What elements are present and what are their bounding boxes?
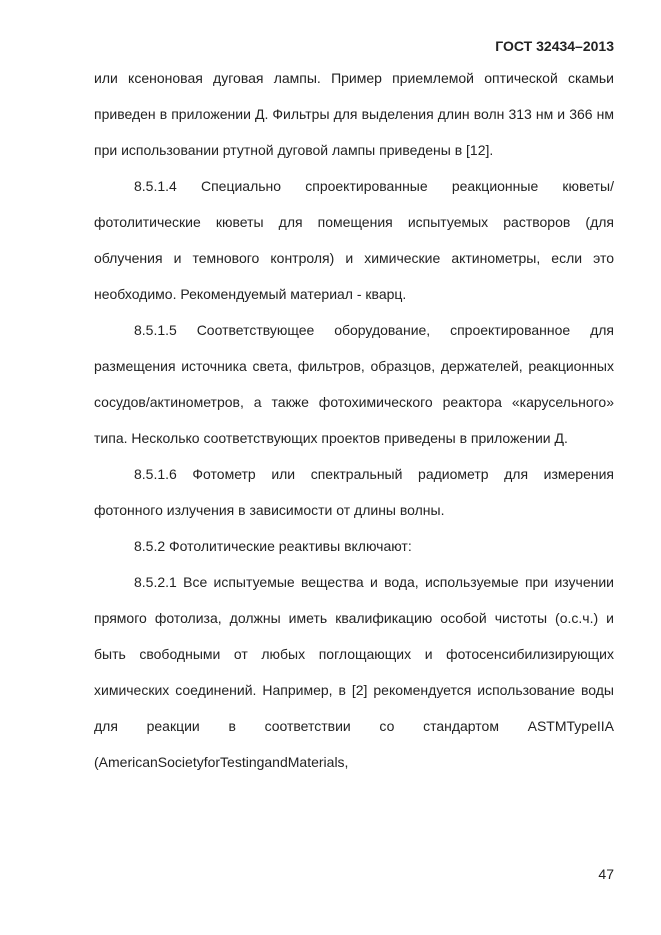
paragraph-8-5-1-4: 8.5.1.4 Специально спроектированные реакционные кюветы/ фотолитические кюветы для помещения испытуемых растворов (для облучения и темнового контроля) и химические актинометры, если это необходимо. Рекомендуемый материал - кварц. [94,178,614,302]
page-content [94,60,614,780]
paragraph-8-5-1-5: 8.5.1.5 Соответствующее оборудование, спроектированное для размещения источника света, фильтров, образцов, держателей, реакционных сосудов/актинометров, а также фотохимического реактора «карусельного» типа. Несколько соответствующих проектов приведены в приложении Д. [94,322,614,446]
page-number: 47 [598,866,614,882]
paragraph-8-5-2: 8.5.2 Фотолитические реактивы включают: [134,538,412,554]
paragraph-8-5-2-1: 8.5.2.1 Все испытуемые вещества и вода, используемые при изучении прямого фотолиза, должны иметь квалификацию особой чистоты (о.с.ч.) и быть свободными от любых поглощающих и фотосенсибилизирующих химических соединений. Например, в [2] рекомендуется использование воды для реакции в соответствии со стандартом ASTMTypeIIA (AmericanSocietyforTestingandMaterials, [94,574,614,770]
paragraph-8-5-1-6: 8.5.1.6 Фотометр или спектральный радиометр для измерения фотонного излучения в зависимости от длины волны. [94,466,614,518]
document-header: ГОСТ 32434–2013 [495,38,614,54]
paragraph-continuation: или ксеноновая дуговая лампы. Пример приемлемой оптической скамьи приведен в приложении Д. Фильтры для выделения длин волн 313 нм и 366 нм при использовании ртутной дуговой лампы приведены в [12]. [94,70,614,158]
